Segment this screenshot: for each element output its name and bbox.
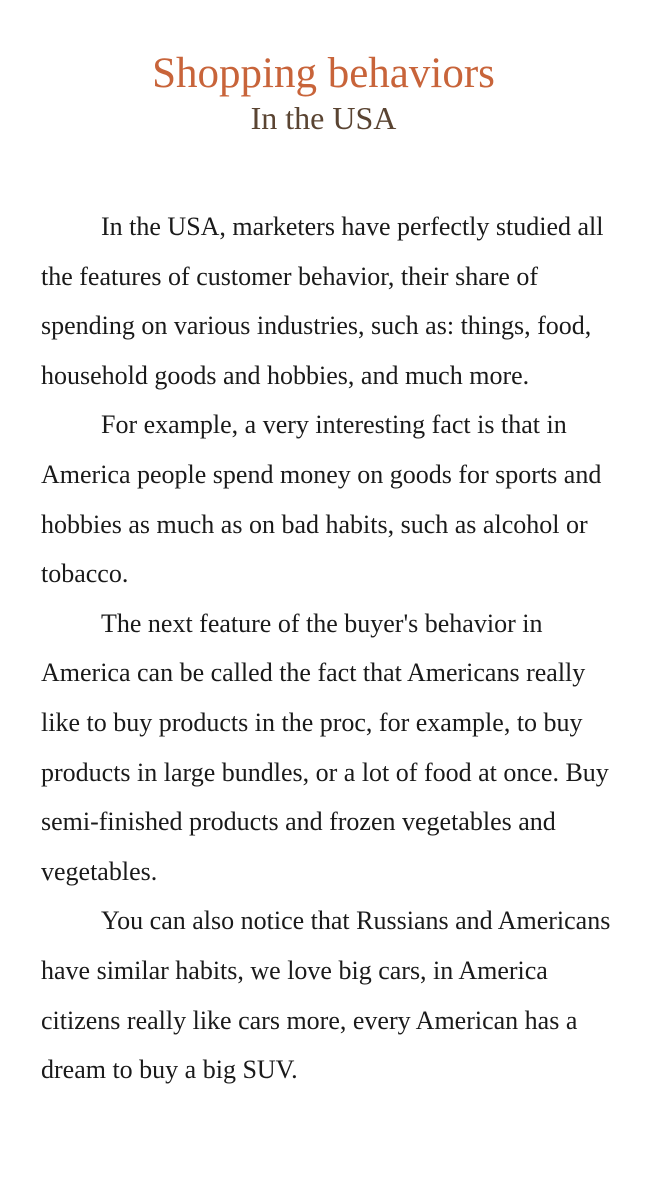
- paragraph-2: For example, a very interesting fact is that in America people spend money on goods for sports and hobbies as much as on bad habits, such as alcohol or tobacco.: [41, 410, 602, 589]
- paragraph-4: You can also notice that Russians and Americans have similar habits, we love big cars, in America citizens really like cars more, every American has a dream to buy a big SUV.: [41, 906, 611, 1085]
- page-subtitle: In the USA: [250, 100, 397, 136]
- article-body: [41, 202, 621, 1095]
- page-title: Shopping behaviors: [152, 50, 495, 97]
- paragraph-1: In the USA, marketers have perfectly studied all the features of customer behavior, their share of spending on various industries, such as: things, food, household goods and hobbies, and much more.: [41, 212, 604, 390]
- paragraph-3: The next feature of the buyer's behavior in America can be called the fact that Americans really like to buy products in the proc, for example, to buy products in large bundles, or a lot of food at once. Buy semi-finished products and frozen vegetables and vegetables.: [41, 608, 609, 886]
